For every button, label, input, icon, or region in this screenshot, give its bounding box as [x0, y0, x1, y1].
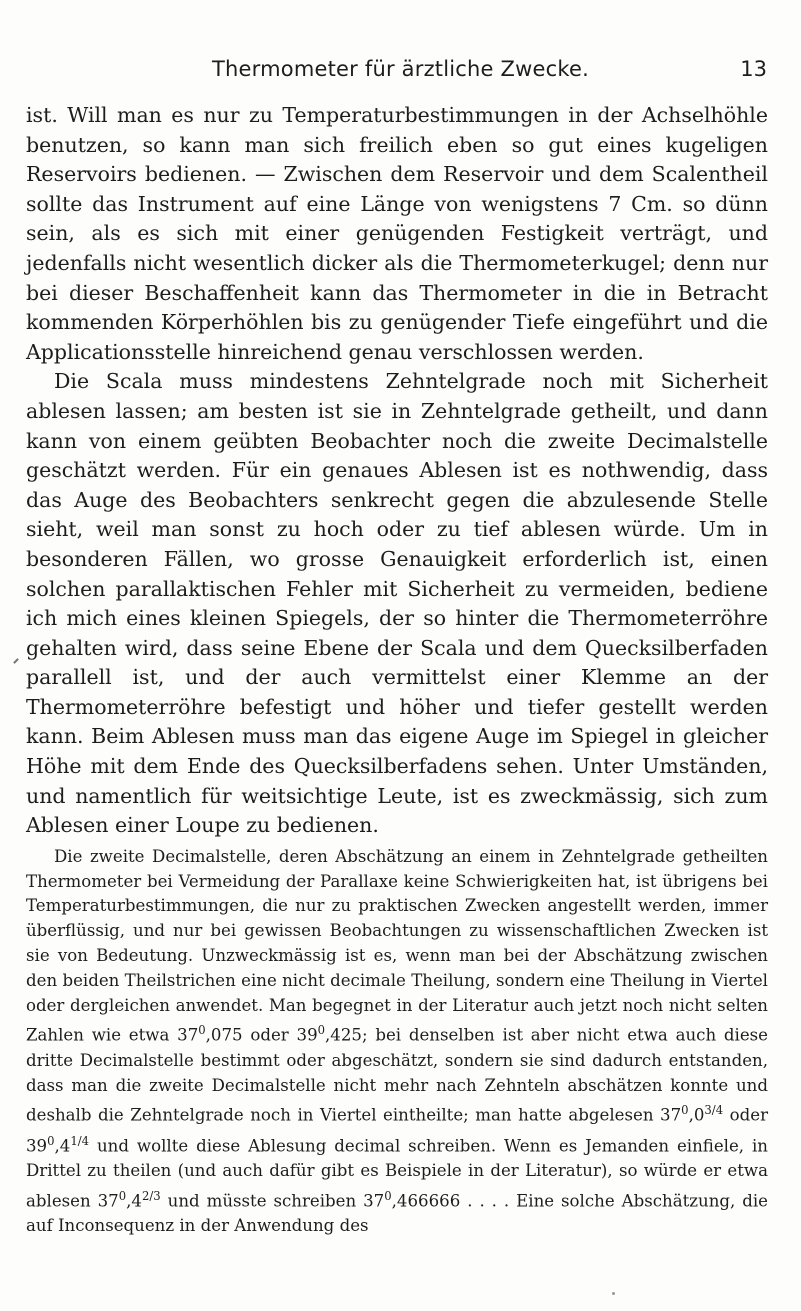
text-run: ,0	[688, 1105, 705, 1125]
degree-sign: 0	[198, 1023, 206, 1038]
text-run: ,4	[54, 1136, 71, 1156]
text-run: ,466666 . . . . Eine solche Abschätzung, die auf Inconsequenz in der Anwendung des	[26, 1191, 768, 1236]
text-run: ,4	[126, 1191, 142, 1211]
paragraph-scala: Die Scala muss mindestens Zehntelgrade noch mit Sicherheit ablesen lassen; am besten ist sie in Zehntelgrade getheilt, und dann kann von einem geübten Beobachter noch die zweite Decimalstelle geschätzt werden. Für ein genaues Ablesen ist es nothwendig, dass das Auge des Beobachters senkrecht gegen die abzulesende Stelle sieht, weil man sonst zu hoch oder zu tief ablesen würde. Um in besonderen Fällen, wo grosse Genauigkeit erforderlich ist, einen solchen parallaktischen Fehler mit Sicherheit zu vermeiden, bediene ich mich eines kleinen Spiegels, der so hinter die Thermometerröhre gehalten wird, dass seine Ebene der Scala und dem Quecksilberfaden parallell ist, und der auch vermittelst einer Klemme an der Thermometerröhre befestigt und höher und tiefer gestellt werden kann. Beim Ablesen muss man das eigene Auge im Spiegel in gleicher Höhe mit dem Ende des Quecksilberfadens sehen. Unter Umständen, und namentlich für weitsichtige Leute, ist es zweckmässig, sich zum Ablesen einer Loupe zu bedienen.	[26, 369, 768, 838]
running-header	[0, 57, 801, 87]
print-speck	[612, 1292, 615, 1295]
text-run: Die zweite Decimalstelle, deren Abschätzung an einem in Zehntelgrade getheilten Thermometer bei Vermeidung der Parallaxe keine Schwierigkeiten hat, ist übrigens bei Temperaturbestimmungen, die nur zu praktischen Zwecken angestellt werden, immer überflüssig, und nur bei gewissen Beobachtungen zu wissenschaftlichen Zwecken ist sie von Bedeutung. Unzweckmässig ist es, wenn man bei der Abschätzung zwischen den beiden Theilstrichen eine nicht decimale Theilung, sondern eine Theilung in Viertel oder dergleichen anwendet. Man begegnet in der Literatur auch jetzt noch nicht selten Zahlen wie etwa 37	[26, 846, 768, 1045]
degree-sign: 0	[681, 1103, 689, 1118]
text-run: und wollte diese Ablesung decimal schreiben. Wenn es Jemanden einfiele, in Drittel zu theilen (und auch dafür gibt es Beispiele in der Literatur), so würde er etwa ablesen 37	[26, 1136, 768, 1211]
gutter-mark	[13, 658, 19, 664]
paragraph-reservoir: ist. Will man es nur zu Temperaturbestimmungen in der Achselhöhle benutzen, so kann man sich freilich eben so gut eines kugeligen Reservoirs bedienen. — Zwischen dem Reservoir und dem Scalentheil sollte das Instrument auf eine Länge von wenigstens 7 Cm. so dünn sein, als es sich mit einer genügenden Festigkeit verträgt, und jedenfalls nicht wesentlich dicker als die Thermometerkugel; denn nur bei dieser Beschaffenheit kann das Thermometer in die in Betracht kommenden Körperhöhlen bis zu genügender Tiefe eingeführt und die Applicationsstelle hinreichend genau verschlossen werden.	[26, 103, 768, 364]
page-number: 13	[740, 57, 767, 81]
paragraph-decimalstelle	[26, 845, 768, 1239]
degree-sign: 0	[317, 1023, 326, 1038]
text-run: oder 39	[26, 1105, 768, 1156]
running-title: Thermometer für ärztliche Zwecke.	[212, 57, 589, 81]
degree-sign: 0	[47, 1133, 55, 1148]
fraction: 3/4	[704, 1103, 724, 1118]
body-text	[26, 101, 768, 1239]
degree-sign: 0	[384, 1188, 392, 1203]
text-run: ,075 oder 39	[205, 1025, 318, 1045]
fraction: 1/4	[70, 1133, 90, 1148]
text-run: und müsste schreiben 37	[160, 1191, 385, 1211]
fraction: 2/3	[141, 1188, 161, 1203]
degree-sign: 0	[118, 1188, 127, 1203]
text-run: ,425; bei denselben ist aber nicht etwa auch diese dritte Decimalstelle bestimmt oder abgeschätzt, sondern sie sind dadurch entstanden, dass man die zweite Decimalstelle nicht mehr nach Zehnteln abschätzen konnte und deshalb die Zehntelgrade noch in Viertel eintheilte; man hatte abgelesen 37	[26, 1025, 768, 1125]
